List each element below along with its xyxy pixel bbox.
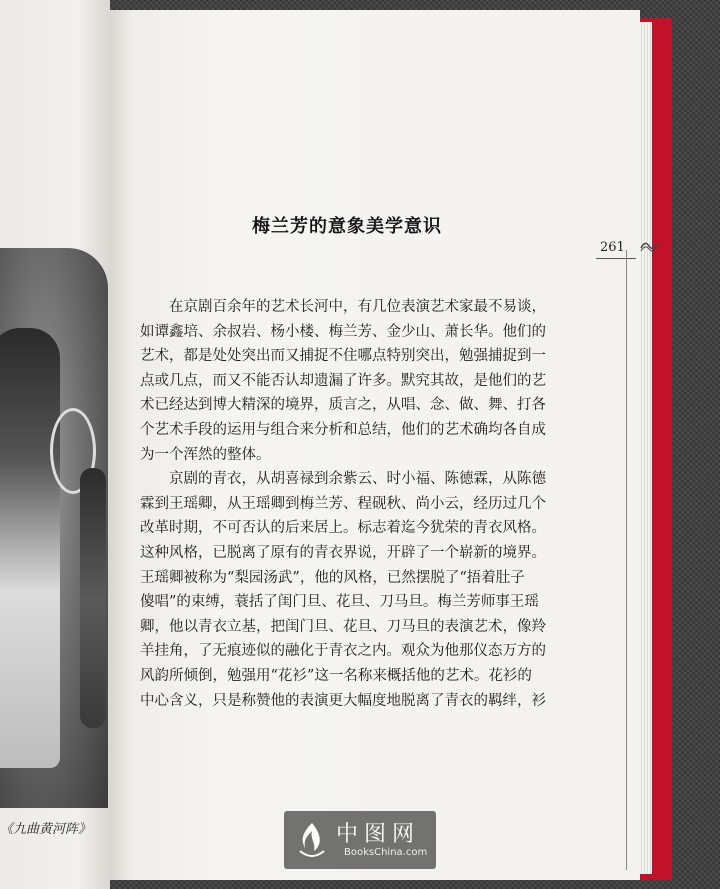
text-line: 中心含义，只是称赞他的表演更大幅度地脱离了青衣的羁绊，衫 <box>140 692 546 709</box>
flame-logo-icon <box>294 821 330 859</box>
text-line: 在京剧百余年的艺术长河中，有几位表演艺术家最不易谈， <box>169 299 546 315</box>
page-number: 261 <box>600 240 625 255</box>
watermark <box>284 811 436 869</box>
text-line: 这种风格，已脱离了原有的青衣界说，开辟了一个崭新的境界。 <box>140 544 546 561</box>
watermark-title: 中图网 <box>336 822 421 847</box>
wave-ornament-icon <box>640 238 658 252</box>
second-performer-figure <box>80 468 106 728</box>
text-line: 个艺术手段的运用与组合来分析和总结，他们的艺术确均各自成 <box>140 421 546 438</box>
watermark-subtitle: BooksChina.com <box>344 847 428 858</box>
opera-photo <box>0 248 108 808</box>
text-line: 傻唱”的束缚，蓑括了闺门旦、花旦、刀马旦。梅兰芳师事王瑶 <box>140 594 539 611</box>
text-line: 霖到王瑶卿，从王瑶卿到梅兰芳、程砚秋、尚小云，经历过几个 <box>140 495 546 512</box>
paragraph-1 <box>140 295 595 467</box>
text-line: 王瑶卿被称为“梨园汤武”，他的风格，已然摆脱了“捂着肚子 <box>140 569 525 586</box>
text-line: 点或几点，而又不能否认却遗漏了许多。默究其故，是他们的艺 <box>140 372 546 389</box>
text-line: 羊挂角，了无痕迹似的融化于青衣之内。观众为他那仪态万方的 <box>140 643 546 660</box>
chapter-title: 梅兰芳的意象美学意识 <box>252 216 442 237</box>
page-number-rule <box>596 258 636 259</box>
text-line: 京剧的青衣，从胡喜禄到余紫云、时小福、陈德霖，从陈德 <box>169 471 546 488</box>
paragraph-2 <box>140 467 595 713</box>
text-line: 风韵所倾倒，勉强用“花衫”这一名称来概括他的艺术。花衫的 <box>140 667 532 684</box>
left-page <box>0 0 110 889</box>
photo-caption: 《九曲黄河阵》 <box>0 822 92 837</box>
performer-figure <box>0 328 60 768</box>
text-line: 如谭鑫培、余叔岩、杨小楼、梅兰芳、金少山、萧长华。他们的 <box>140 323 546 340</box>
margin-rule <box>626 250 627 870</box>
text-line: 卿，他以青衣立基，把闺门旦、花旦、刀马旦的表演艺术，像羚 <box>140 618 546 635</box>
body-text <box>140 295 595 713</box>
text-line: 艺术，都是处处突出而又捕捉不住哪点特别突出，勉强捕捉到一 <box>140 348 546 365</box>
text-line: 改革时期，不可否认的后来居上。标志着迄今犹荣的青衣风格。 <box>140 520 546 537</box>
text-line: 为一个浑然的整体。 <box>140 446 271 463</box>
text-line: 术已经达到博大精深的境界，质言之，从唱、念、做、舞、打各 <box>140 397 546 414</box>
